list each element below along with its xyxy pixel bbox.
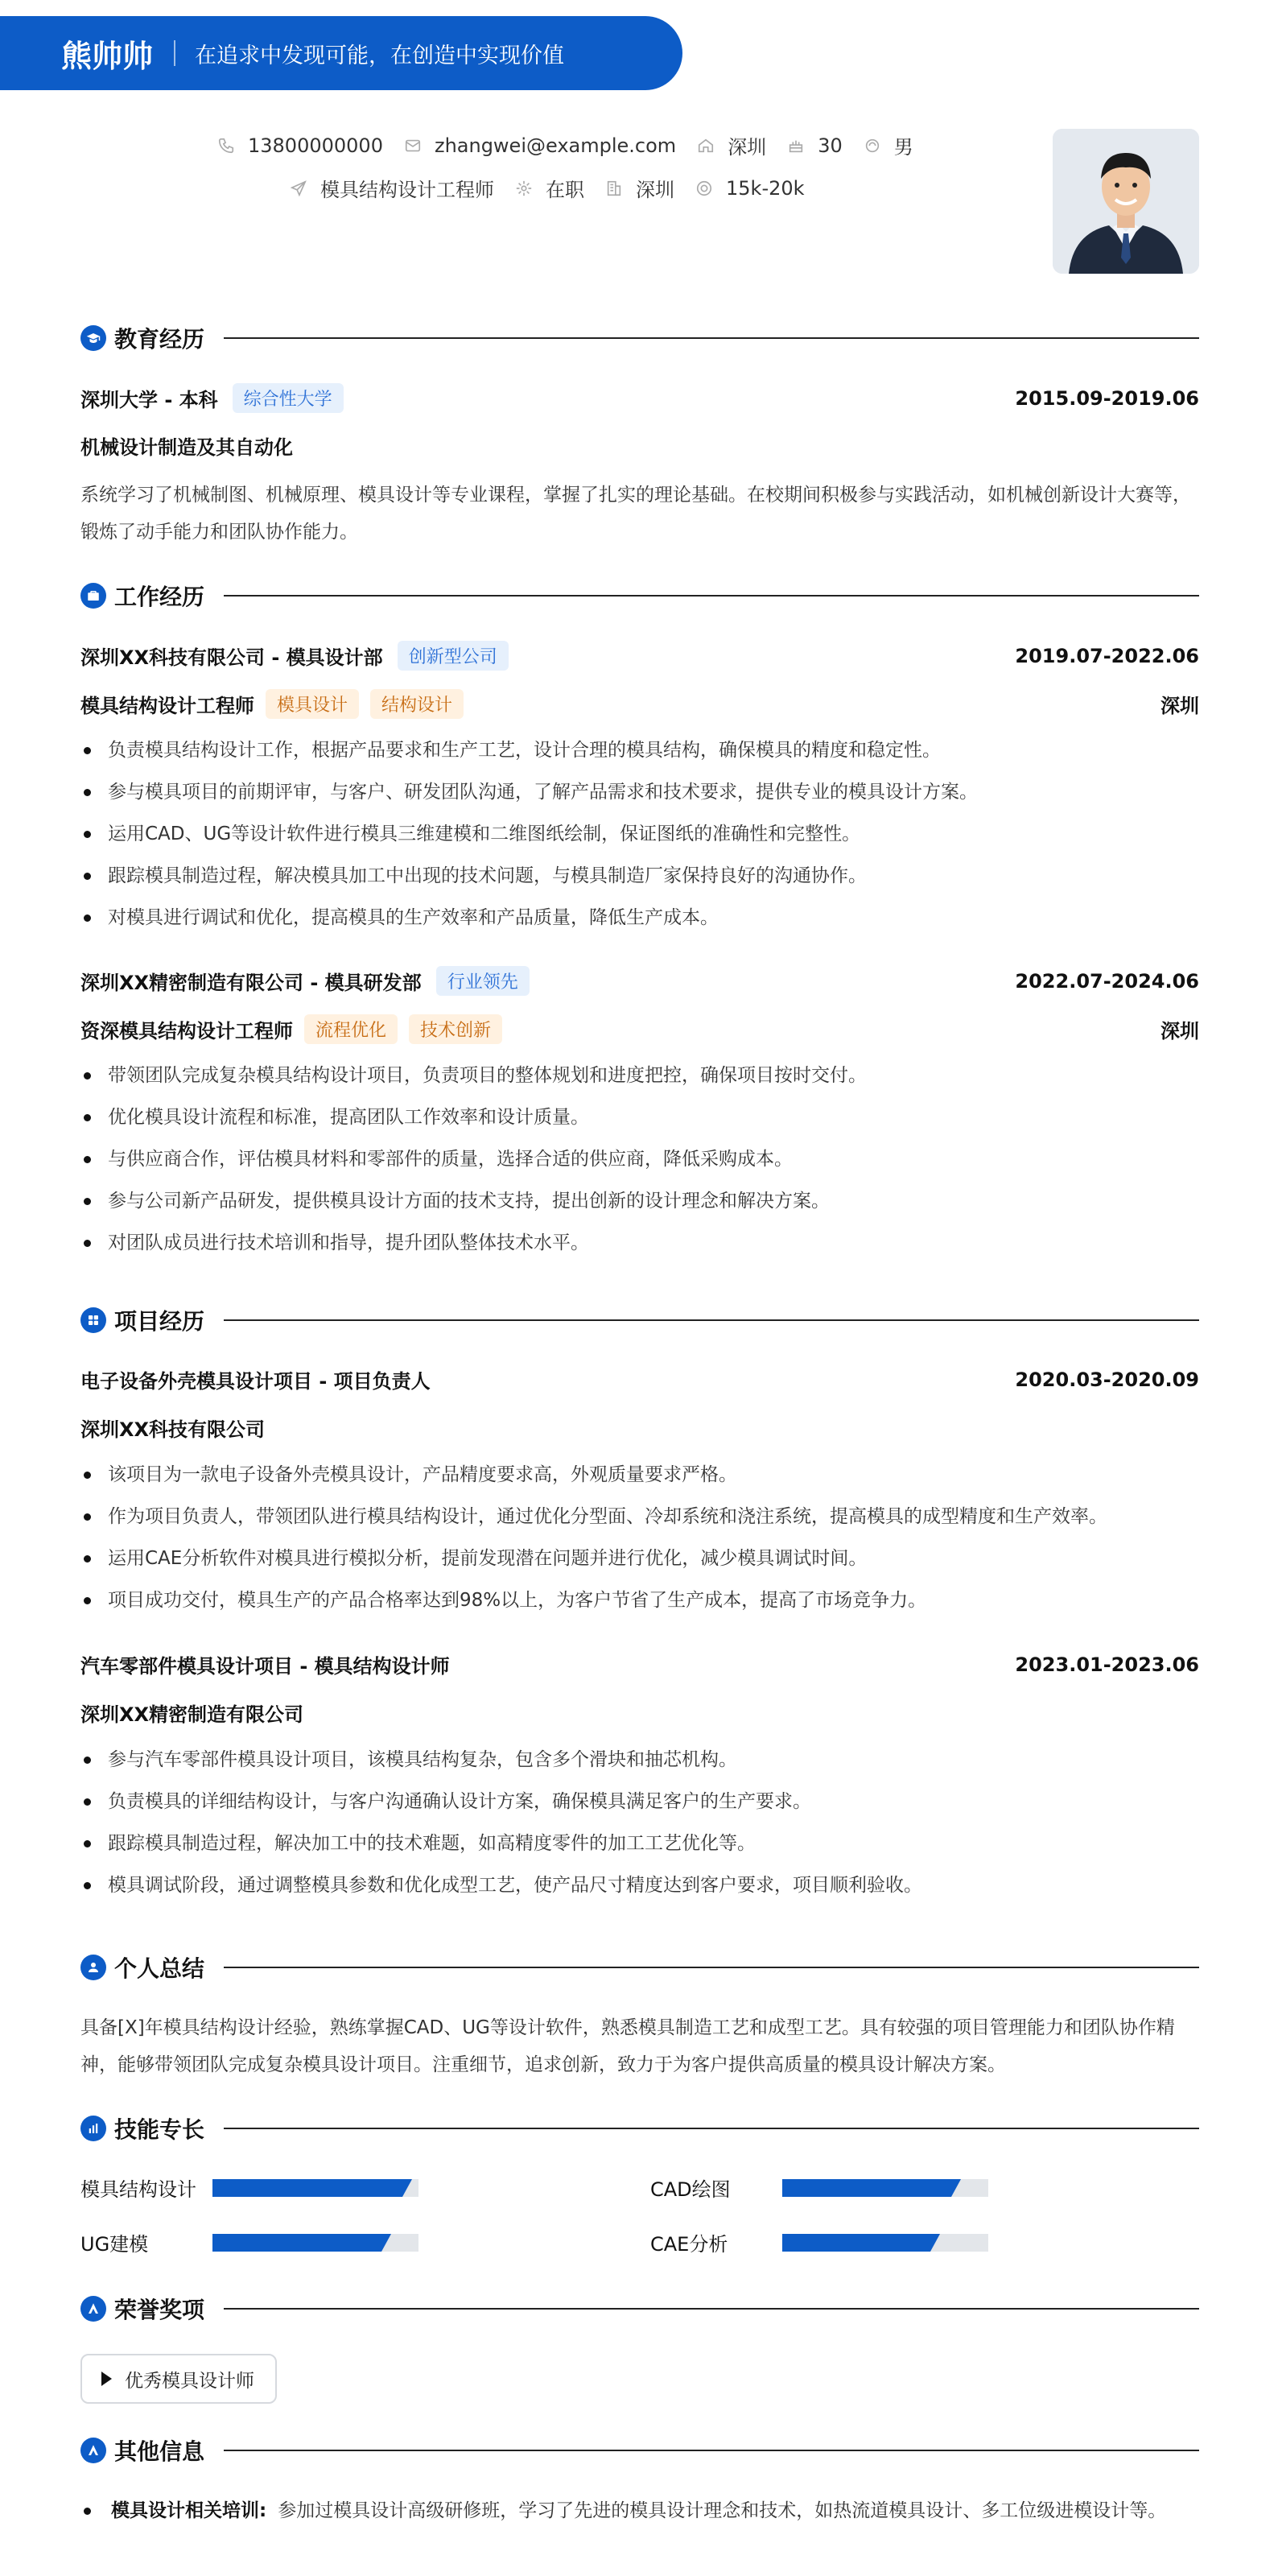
project-1-title: 电子设备外壳模具设计项目 - 项目负责人 — [80, 1370, 431, 1393]
skill-2-bar — [782, 2179, 988, 2197]
candidate-name: 熊帅帅 — [61, 38, 154, 74]
section-skills — [80, 2112, 1199, 2145]
work-1-header — [80, 641, 1199, 671]
list-item: 对模具进行调试和优化，提高模具的生产效率和产品质量，降低生产成本。 — [80, 897, 1199, 939]
chart-icon — [80, 2116, 106, 2141]
other-info-text: 参加过模具设计高级研修班，学习了先进的模具设计理念和技术，如热流道模具设计、多工位级进模设计等。 — [278, 2500, 1167, 2521]
skill-2-fill — [782, 2179, 951, 2197]
gender-icon — [864, 137, 881, 155]
section-title-education: 教育经历 — [114, 326, 205, 353]
work-2-company-tag: 行业领先 — [436, 966, 530, 996]
name-banner — [0, 16, 682, 90]
work-1-company: 深圳XX科技有限公司 - 模具设计部 — [80, 646, 383, 669]
status-value: 在职 — [546, 179, 584, 201]
section-summary — [80, 1951, 1199, 1984]
education-major-row — [80, 431, 1199, 460]
other-info-item — [80, 2492, 1199, 2529]
skill-3 — [80, 2228, 418, 2256]
section-divider — [224, 2308, 1199, 2310]
info-email — [404, 134, 676, 157]
work-2-tag-1: 流程优化 — [304, 1014, 398, 1044]
skill-3-bar — [212, 2234, 418, 2252]
project-1-company-row — [80, 1414, 1199, 1442]
work-1-date: 2019.07-2022.06 — [1015, 644, 1199, 667]
list-item: 模具调试阶段，通过调整模具参数和优化成型工艺，使产品尺寸精度达到客户要求，项目顺利验收。 — [80, 1864, 1199, 1906]
briefcase-icon — [80, 583, 106, 609]
work-1-city: 深圳 — [1161, 695, 1199, 717]
skill-4-fill — [782, 2234, 930, 2252]
education-desc: 系统学习了机械制图、机械原理、模具设计等专业课程，掌握了扎实的理论基础。在校期间积极参与实践活动，如机械创新设计大赛等，锻炼了动手能力和团队协作能力。 — [80, 485, 1191, 543]
section-education — [80, 322, 1199, 354]
bullet-dot — [84, 2508, 91, 2515]
project-2-date: 2023.01-2023.06 — [1015, 1653, 1199, 1676]
work-2-city: 深圳 — [1161, 1020, 1199, 1042]
project-2-bullets — [80, 1739, 1199, 1906]
info-work-city — [605, 174, 674, 202]
list-item: 负责模具结构设计工作，根据产品要求和生产工艺，设计合理的模具结构，确保模具的精度和稳定性。 — [80, 729, 1199, 771]
banner-divider — [174, 40, 175, 66]
list-item: 跟踪模具制造过程，解决加工中的技术难题，如高精度零件的加工工艺优化等。 — [80, 1823, 1199, 1864]
section-divider — [224, 1967, 1199, 1968]
education-tag: 综合性大学 — [233, 383, 344, 413]
section-other — [80, 2434, 1199, 2467]
mail-icon — [404, 137, 422, 155]
gender-value: 男 — [893, 136, 913, 159]
age-icon — [787, 137, 805, 155]
section-title-awards: 荣誉奖项 — [114, 2297, 205, 2323]
skill-4-name: CAE分析 — [650, 2233, 728, 2256]
list-item: 该项目为一款电子设备外壳模具设计，产品精度要求高，外观质量要求严格。 — [80, 1454, 1199, 1496]
phone-icon — [217, 137, 235, 155]
list-item: 对团队成员进行技术培训和指导，提升团队整体技术水平。 — [80, 1222, 1199, 1264]
play-triangle-icon — [101, 2372, 112, 2386]
section-divider — [224, 1319, 1199, 1321]
work-1-tag-2: 结构设计 — [370, 689, 464, 719]
list-item: 参与汽车零部件模具设计项目，该模具结构复杂，包含多个滑块和抽芯机构。 — [80, 1739, 1199, 1781]
award-label: 优秀模具设计师 — [125, 2370, 254, 2392]
skill-1-fill — [212, 2179, 402, 2197]
section-title-skills: 技能专长 — [114, 2116, 205, 2143]
work-2-position-row — [80, 1014, 1199, 1044]
age-value: 30 — [818, 134, 843, 157]
project-2-company: 深圳XX精密制造有限公司 — [80, 1703, 304, 1726]
education-date: 2015.09-2019.06 — [1015, 386, 1199, 410]
skill-4-bar — [782, 2234, 988, 2252]
list-item: 优化模具设计流程和标准，提高团队工作效率和设计质量。 — [80, 1096, 1199, 1138]
skill-1-name: 模具结构设计 — [80, 2178, 196, 2201]
info-age — [787, 134, 843, 157]
award-item — [80, 2354, 277, 2404]
summary-text: 具备[X]年模具结构设计经验，熟练掌握CAD、UG等设计软件，熟悉模具制造工艺和成型工艺。具有较强的项目管理能力和团队协作精神，能够带领团队完成复杂模具设计项目。注重细节，追求创新，致力于为客户提供高质量的模具设计解决方案。 — [80, 2017, 1175, 2075]
city-value: 深圳 — [728, 136, 767, 159]
motto: 在追求中发现可能，在创造中实现价值 — [195, 43, 565, 68]
work-1-bullets — [80, 729, 1199, 939]
section-title-other: 其他信息 — [114, 2438, 205, 2465]
education-school: 深圳大学 - 本科 — [80, 389, 218, 411]
info-salary — [695, 177, 805, 200]
salary-icon — [695, 180, 713, 197]
email-value: zhangwei@example.com — [434, 134, 677, 157]
list-item: 与供应商合作，评估模具材料和零部件的质量，选择合适的供应商，降低采购成本。 — [80, 1138, 1199, 1180]
section-work — [80, 580, 1199, 612]
work-2-company: 深圳XX精密制造有限公司 - 模具研发部 — [80, 972, 422, 994]
basic-info-line-2 — [290, 174, 826, 202]
skill-4 — [650, 2228, 988, 2256]
section-divider — [224, 595, 1199, 597]
send-icon — [290, 180, 307, 197]
grid-icon — [80, 1307, 106, 1333]
info-phone — [217, 134, 383, 157]
person-icon — [80, 1955, 106, 1980]
profile-photo — [1053, 129, 1199, 274]
section-title-summary: 个人总结 — [114, 1955, 205, 1982]
section-awards — [80, 2293, 1199, 2325]
project-1-date: 2020.03-2020.09 — [1015, 1368, 1199, 1391]
section-divider — [224, 337, 1199, 339]
phone-value: 13800000000 — [248, 134, 383, 157]
salary-value: 15k-20k — [726, 176, 805, 200]
section-divider — [224, 2450, 1199, 2451]
project-2-title: 汽车零部件模具设计项目 - 模具结构设计师 — [80, 1655, 450, 1678]
work-2-position: 资深模具结构设计工程师 — [80, 1020, 293, 1042]
info-gender — [864, 131, 913, 159]
work-1-position-row — [80, 689, 1199, 719]
section-title-projects: 项目经历 — [114, 1308, 205, 1335]
list-item: 项目成功交付，模具生产的产品合格率达到98%以上，为客户节省了生产成本，提高了市场竞争力。 — [80, 1579, 1199, 1621]
list-item: 带领团队完成复杂模具结构设计项目，负责项目的整体规划和进度把控，确保项目按时交付。 — [80, 1055, 1199, 1096]
section-title-work: 工作经历 — [114, 584, 205, 610]
info-position — [290, 174, 494, 202]
skill-2-name: CAD绘图 — [650, 2178, 731, 2201]
project-2-header — [80, 1650, 1199, 1678]
work-city-value: 深圳 — [636, 179, 674, 201]
status-icon — [515, 180, 533, 197]
basic-info-line-1 — [217, 131, 934, 159]
work-2-header — [80, 966, 1199, 996]
list-item: 运用CAE分析软件对模具进行模拟分析，提前发现潜在问题并进行优化，减少模具调试时间。 — [80, 1538, 1199, 1579]
skill-3-name: UG建模 — [80, 2233, 149, 2256]
project-2-company-row — [80, 1699, 1199, 1727]
list-item: 跟踪模具制造过程，解决模具加工中出现的技术问题，与模具制造厂家保持良好的沟通协作。 — [80, 855, 1199, 897]
list-item: 参与公司新产品研发，提供模具设计方面的技术支持，提出创新的设计理念和解决方案。 — [80, 1180, 1199, 1222]
work-2-bullets — [80, 1055, 1199, 1264]
list-item: 作为项目负责人，带领团队进行模具结构设计，通过优化分型面、冷却系统和浇注系统，提高模具的成型精度和生产效率。 — [80, 1496, 1199, 1538]
medal-icon — [80, 2296, 106, 2322]
skill-1-bar — [212, 2179, 418, 2197]
work-1-position: 模具结构设计工程师 — [80, 695, 254, 717]
home-icon — [697, 137, 715, 155]
section-divider — [224, 2128, 1199, 2129]
project-1-company: 深圳XX科技有限公司 — [80, 1418, 266, 1441]
building-icon — [605, 180, 623, 197]
work-2-date: 2022.07-2024.06 — [1015, 969, 1199, 993]
work-1-tag-1: 模具设计 — [266, 689, 359, 719]
position-value: 模具结构设计工程师 — [320, 179, 494, 201]
graduation-cap-icon — [80, 325, 106, 351]
project-1-header — [80, 1365, 1199, 1393]
education-header — [80, 383, 1199, 413]
list-item: 负责模具的详细结构设计，与客户沟通确认设计方案，确保模具满足客户的生产要求。 — [80, 1781, 1199, 1823]
skill-1 — [80, 2174, 418, 2202]
skill-3-fill — [212, 2234, 381, 2252]
list-item: 运用CAD、UG等设计软件进行模具三维建模和二维图纸绘制，保证图纸的准确性和完整性。 — [80, 813, 1199, 855]
work-2-tag-2: 技术创新 — [409, 1014, 502, 1044]
project-1-bullets — [80, 1454, 1199, 1621]
info-status — [515, 174, 584, 202]
info-icon — [80, 2438, 106, 2463]
info-city — [697, 131, 766, 159]
skill-2 — [650, 2174, 988, 2202]
section-projects — [80, 1304, 1199, 1336]
work-1-company-tag: 创新型公司 — [398, 641, 509, 671]
list-item: 参与模具项目的前期评审，与客户、研发团队沟通，了解产品需求和技术要求，提供专业的模具设计方案。 — [80, 771, 1199, 813]
other-info-label: 模具设计相关培训: — [111, 2500, 267, 2521]
education-major: 机械设计制造及其自动化 — [80, 436, 293, 459]
